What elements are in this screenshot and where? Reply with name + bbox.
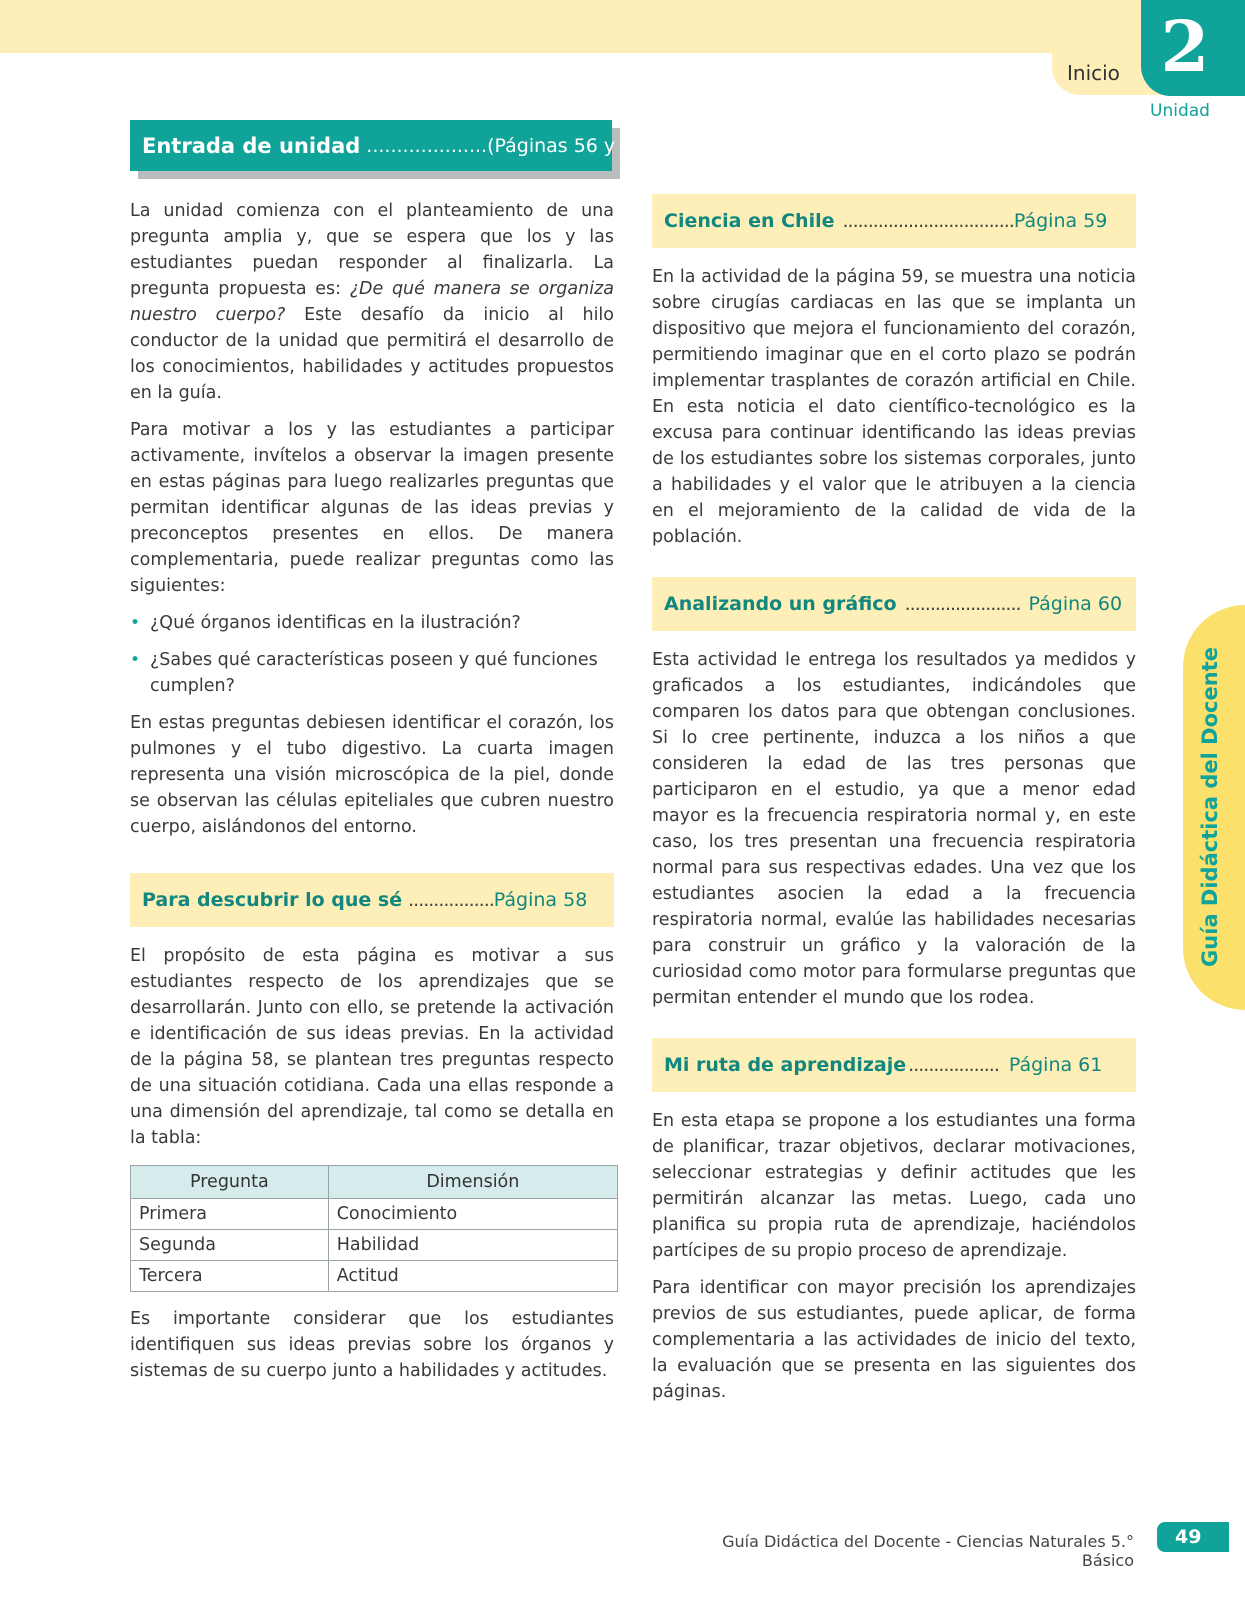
- unit-label: Unidad: [1150, 101, 1210, 121]
- ruta-heading: [652, 1038, 1136, 1092]
- page-number: 49: [1157, 1522, 1229, 1552]
- ciencia-heading: [652, 194, 1136, 248]
- list-item: [130, 647, 614, 699]
- grafico-page: Página 60: [1028, 593, 1123, 615]
- table-cell: Actitud: [328, 1261, 617, 1292]
- descubrir-dots: .................: [408, 889, 494, 911]
- descubrir-title: Para descubrir lo que sé: [142, 889, 403, 911]
- ciencia-title: Ciencia en Chile: [664, 210, 835, 232]
- table-header: Pregunta: [131, 1166, 329, 1199]
- descubrir-heading: [130, 873, 614, 927]
- intro-paragraph: [130, 198, 614, 406]
- ruta-paragraph-1: En esta etapa se propone a los estudiantes una forma de planificar, trazar objetivos, declarar motivaciones, seleccionar estrategias y definir actitudes que les permitirán alcanzar las metas. Luego, cada uno planifica su propia ruta de aprendizaje, haciéndolos partícipes de su propio proceso de aprendizaje.: [652, 1111, 1136, 1261]
- table-cell: Conocimiento: [328, 1199, 617, 1230]
- grafico-heading: [652, 577, 1136, 631]
- entrada-heading-box: [130, 120, 653, 171]
- motivation-paragraph: Para motivar a los y las estudiantes a participar activamente, invítelos a observar la imagen presente en estas páginas para luego realizarles preguntas que permitan identificar algunas de las ideas previas y preconceptos presentes en ellos. De manera complementaria, puede realizar preguntas como las siguientes:: [130, 420, 614, 596]
- table-cell: Tercera: [131, 1261, 329, 1292]
- ciencia-paragraph: En la actividad de la página 59, se muestra una noticia sobre cirugías cardiacas en las que se implanta un dispositivo que mejora el funcionamiento del corazón, permitiendo imaginar que en el corto plazo se podrán implementar trasplantes de corazón artificial en Chile. En esta noticia el dato científico-tecnológico es la excusa para continuar identificando las ideas previas de los estudiantes sobre los sistemas corporales, junto a habilidades y el valor que le atribuyen a la ciencia en el mejoramiento de la calidad de vida de la población.: [652, 267, 1136, 547]
- list-item-text: ¿Qué órganos identificas en la ilustración?: [150, 613, 521, 633]
- entrada-heading: [130, 120, 653, 182]
- grafico-paragraph: Esta actividad le entrega los resultados ya medidos y graficados a los estudiantes, indicándoles que comparen los datos para que obtengan conclusiones. Si lo cree pertinente, induzca a los niños a que consideren la edad de las tres personas que participaron en el estudio, ya que a menor edad mayor es la frecuencia respiratoria normal y, en este caso, los tres presentan una frecuencia respiratoria normal para sus respectivas edades. Una vez que los estudiantes asocien la edad a la frecuencia respiratoria normal, evalúe las habilidades necesarias para construir un gráfico y la valoración de la curiosidad como motor para formularse preguntas que permitan entender el mundo que los rodea.: [652, 650, 1136, 1008]
- list-item-text: ¿Sabes qué características poseen y qué funciones cumplen?: [150, 650, 598, 696]
- inicio-label: Inicio: [1067, 61, 1120, 85]
- ciencia-page: Página 59: [1013, 210, 1108, 232]
- identify-paragraph: En estas preguntas debiesen identificar el corazón, los pulmones y el tubo digestivo. La cuarta imagen representa una visión microscópica de la piel, donde se observan las células epiteliales que cubren nuestro cuerpo, aislándonos del entorno.: [130, 713, 614, 837]
- side-tab-label: Guía Didáctica del Docente: [1198, 647, 1222, 967]
- ruta-paragraph-2: Para identificar con mayor precisión los aprendizajes previos de sus estudiantes, puede aplicar, de forma complementaria a las actividades de inicio del texto, la evaluación que se presenta en las siguientes dos páginas.: [652, 1278, 1136, 1402]
- closing-paragraph: Es importante considerar que los estudiantes identifiquen sus ideas previas sobre los órganos y sistemas de su cuerpo junto a habilidades y actitudes.: [130, 1309, 614, 1381]
- bullet-icon: •: [130, 650, 141, 670]
- footer-text: Guía Didáctica del Docente - Ciencias Naturales 5.° Básico: [722, 1532, 1134, 1570]
- entrada-page: (Páginas 56 y 57): [487, 134, 653, 157]
- ciencia-dots: ..................................: [842, 210, 1014, 232]
- left-column: [130, 120, 653, 1395]
- question-list: [130, 610, 614, 699]
- descubrir-paragraph: El propósito de esta página es motivar a sus estudiantes respecto de los aprendizajes que se desarrollarán. Junto con ello, se pretende la activación e identificación de sus ideas previas. En la actividad de la página 58, se plantean tres preguntas respecto de una situación cotidiana. Cada una ellas responde a una dimensión del aprendizaje, tal como se detalla en la tabla:: [130, 946, 614, 1148]
- entrada-dots: ....................: [366, 134, 488, 157]
- dimension-table: [130, 1165, 618, 1292]
- intro-question: ¿De qué manera se organiza nuestro cuerpo?: [130, 279, 615, 325]
- intro-text-a: La unidad comienza con el planteamiento de una pregunta amplia y, que se espera que los y las estudiantes puedan responder al finalizarla. La pregunta propuesta es:: [130, 201, 614, 299]
- table-header: Dimensión: [328, 1166, 617, 1199]
- entrada-title: Entrada de unidad: [142, 133, 361, 158]
- table-row: [131, 1230, 618, 1261]
- table-cell: Habilidad: [328, 1230, 617, 1261]
- descubrir-page: Página 58: [493, 889, 588, 911]
- table-row: [131, 1199, 618, 1230]
- grafico-dots: .......................: [904, 593, 1021, 615]
- intro-text-b: Este desafío da inicio al hilo conductor de la unidad que permitirá el desarrollo de los conocimientos, habilidades y actitudes propuestos en la guía.: [130, 305, 615, 403]
- bullet-icon: •: [130, 613, 141, 633]
- table-row: [131, 1261, 618, 1292]
- right-column: [652, 194, 1136, 1416]
- table-cell: Primera: [131, 1199, 329, 1230]
- table-cell: Segunda: [131, 1230, 329, 1261]
- ruta-dots: ..................: [908, 1054, 999, 1076]
- unit-number: 2: [1160, 5, 1210, 88]
- table-header-row: [131, 1166, 618, 1199]
- list-item: [130, 610, 614, 636]
- ruta-title: Mi ruta de aprendizaje: [664, 1054, 907, 1076]
- grafico-title: Analizando un gráfico: [664, 593, 897, 615]
- ruta-page: Página 61: [1008, 1054, 1103, 1076]
